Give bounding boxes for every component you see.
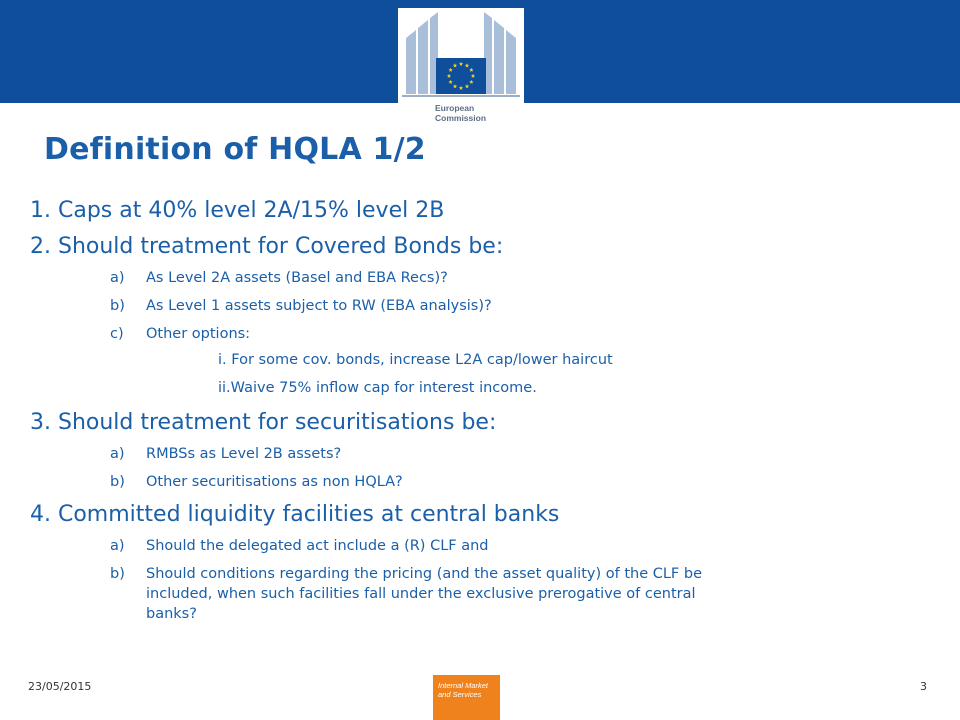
list-item-securitisations: 3. Should treatment for securitisations be: — [30, 410, 497, 435]
subsubitem-option-ii: ii.Waive 75% inflow cap for interest income. — [218, 380, 537, 396]
logo-organisation-text: European Commission — [435, 103, 487, 123]
subitem-covered-bonds-c: c) Other options: — [110, 326, 251, 342]
subitem-securitisations-a: a) RMBSs as Level 2B assets? — [110, 446, 342, 462]
subsubitem-option-i: i. For some cov. bonds, increase L2A cap/lower haircut — [218, 352, 613, 368]
page-number: 3 — [920, 680, 927, 693]
subitem-covered-bonds-b: b) As Level 1 assets subject to RW (EBA analysis)? — [110, 298, 492, 314]
list-item-clf: 4. Committed liquidity facilities at central banks — [30, 502, 560, 527]
subitem-clf-b: b) Should conditions regarding the pricing (and the asset quality) of the CLF be included, when such facilities fall under the exclusive prerogative of central banks? — [110, 566, 702, 622]
dg-internal-market-badge — [433, 675, 500, 720]
footer-date: 23/05/2015 — [28, 680, 92, 693]
subitem-covered-bonds-a: a) As Level 2A assets (Basel and EBA Recs)? — [110, 270, 448, 286]
list-item-caps: 1. Caps at 40% level 2A/15% level 2B — [30, 198, 445, 223]
list-item-covered-bonds: 2. Should treatment for Covered Bonds be: — [30, 234, 504, 259]
subitem-clf-a: a) Should the delegated act include a (R) CLF and — [110, 538, 489, 554]
slide-title: Definition of HQLA 1/2 — [44, 132, 426, 167]
dg-badge-text: Internal Market and Services — [438, 681, 489, 699]
subitem-securitisations-b: b) Other securitisations as non HQLA? — [110, 474, 403, 490]
